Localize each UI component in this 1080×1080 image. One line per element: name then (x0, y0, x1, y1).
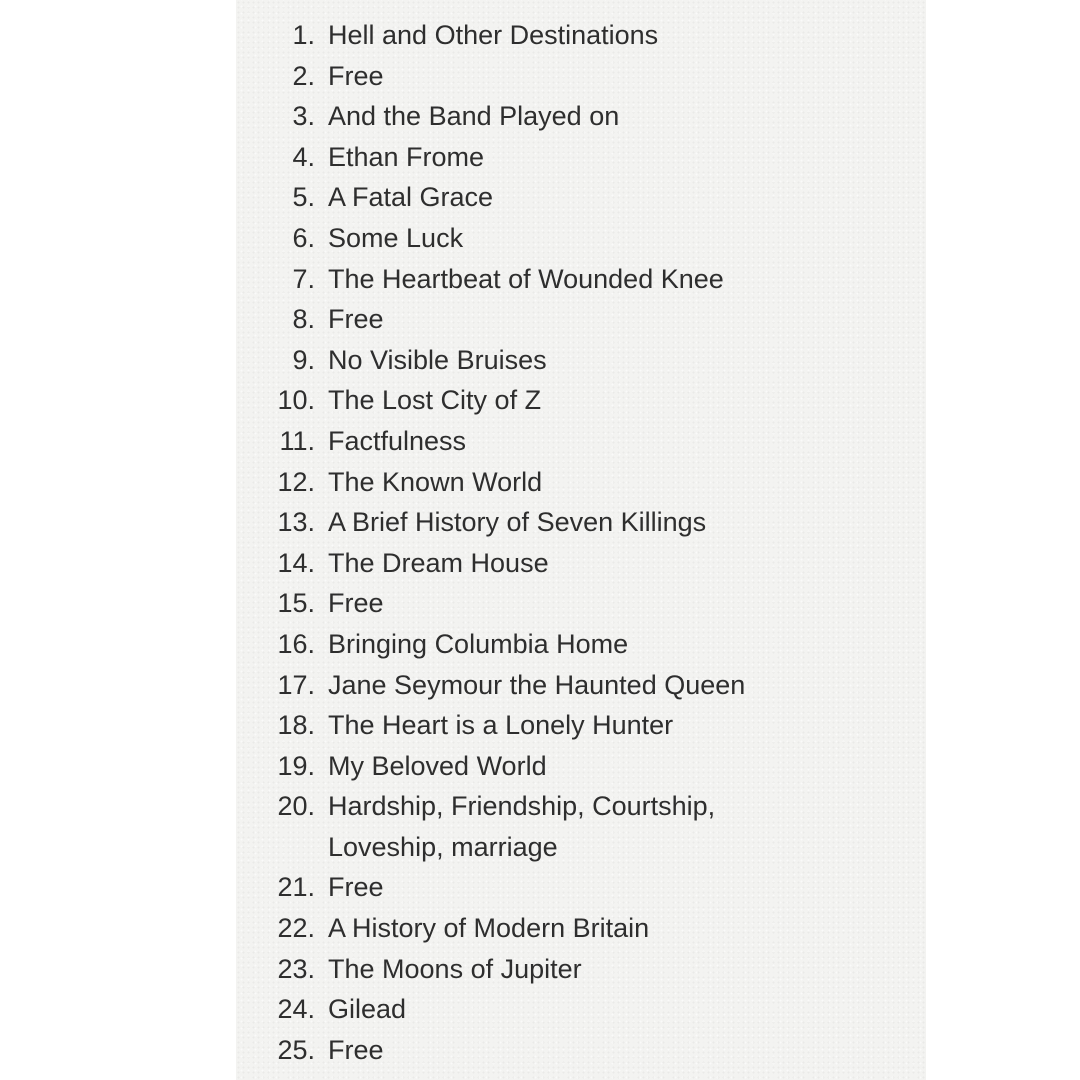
item-number: 22. (277, 913, 315, 944)
list-item (236, 543, 798, 584)
item-number: 11. (279, 425, 315, 456)
list-item (236, 56, 798, 97)
item-title: The Heart is a Lonely Hunter (328, 710, 674, 741)
list-item (236, 96, 798, 137)
item-title: Free (328, 1034, 384, 1065)
item-title: Hardship, Friendship, Courtship, Loveship, marriage (328, 791, 716, 862)
item-title: Free (328, 60, 384, 91)
item-number: 10. (277, 385, 315, 416)
item-title: Free (328, 872, 384, 903)
list-item (236, 1030, 798, 1071)
list-item (236, 299, 798, 340)
list-item (236, 218, 798, 259)
list-item (236, 949, 798, 990)
item-number: 13. (277, 507, 315, 538)
item-number: 15. (277, 588, 315, 619)
list-item (236, 137, 798, 178)
list-item (236, 177, 798, 218)
item-number: 4. (292, 141, 315, 172)
list-item (236, 462, 798, 503)
item-number: 5. (292, 182, 315, 213)
item-number: 16. (277, 628, 315, 659)
list-item (236, 502, 798, 543)
item-title: The Known World (328, 466, 543, 497)
list-item (236, 665, 798, 706)
item-number: 18. (277, 710, 315, 741)
item-number: 3. (292, 101, 315, 132)
item-number: 7. (292, 263, 315, 294)
item-title: A Fatal Grace (328, 182, 494, 213)
item-number: 25. (277, 1034, 315, 1065)
item-title: The Lost City of Z (328, 385, 542, 416)
item-title: No Visible Bruises (328, 344, 547, 375)
item-title: The Heartbeat of Wounded Knee (328, 263, 724, 294)
item-number: 23. (277, 953, 315, 984)
book-list (236, 15, 798, 1070)
item-title: Factfulness (328, 425, 467, 456)
item-title: Free (328, 588, 384, 619)
item-title: The Dream House (328, 547, 549, 578)
list-item (236, 15, 798, 56)
list-item (236, 583, 798, 624)
list-item (236, 989, 798, 1030)
item-number: 20. (277, 791, 315, 822)
item-title: Ethan Frome (328, 141, 485, 172)
item-title: Gilead (328, 994, 407, 1025)
item-title: Jane Seymour the Haunted Queen (328, 669, 746, 700)
list-item (236, 746, 798, 787)
list-item (236, 340, 798, 381)
list-item (236, 624, 798, 665)
item-title: And the Band Played on (328, 101, 620, 132)
list-item (236, 867, 798, 908)
paper-sheet (236, 0, 926, 1080)
list-item (236, 705, 798, 746)
item-title: The Moons of Jupiter (328, 953, 582, 984)
item-number: 21. (277, 872, 315, 903)
item-number: 8. (292, 304, 315, 335)
item-title: Free (328, 304, 384, 335)
item-title: Some Luck (328, 222, 464, 253)
list-item (236, 786, 798, 867)
item-number: 12. (277, 466, 315, 497)
item-title: A History of Modern Britain (328, 913, 650, 944)
item-number: 6. (292, 222, 315, 253)
item-number: 17. (277, 669, 315, 700)
item-number: 19. (277, 750, 315, 781)
item-number: 2. (292, 60, 315, 91)
item-number: 24. (277, 994, 315, 1025)
item-number: 1. (292, 20, 315, 50)
item-number: 9. (292, 344, 315, 375)
list-item (236, 259, 798, 300)
item-title: My Beloved World (328, 750, 547, 781)
item-title: Hell and Other Destinations (328, 20, 659, 50)
item-number: 14. (277, 547, 315, 578)
list-item (236, 380, 798, 421)
list-item (236, 421, 798, 462)
list-item (236, 908, 798, 949)
item-title: Bringing Columbia Home (328, 628, 629, 659)
item-title: A Brief History of Seven Killings (328, 507, 707, 538)
